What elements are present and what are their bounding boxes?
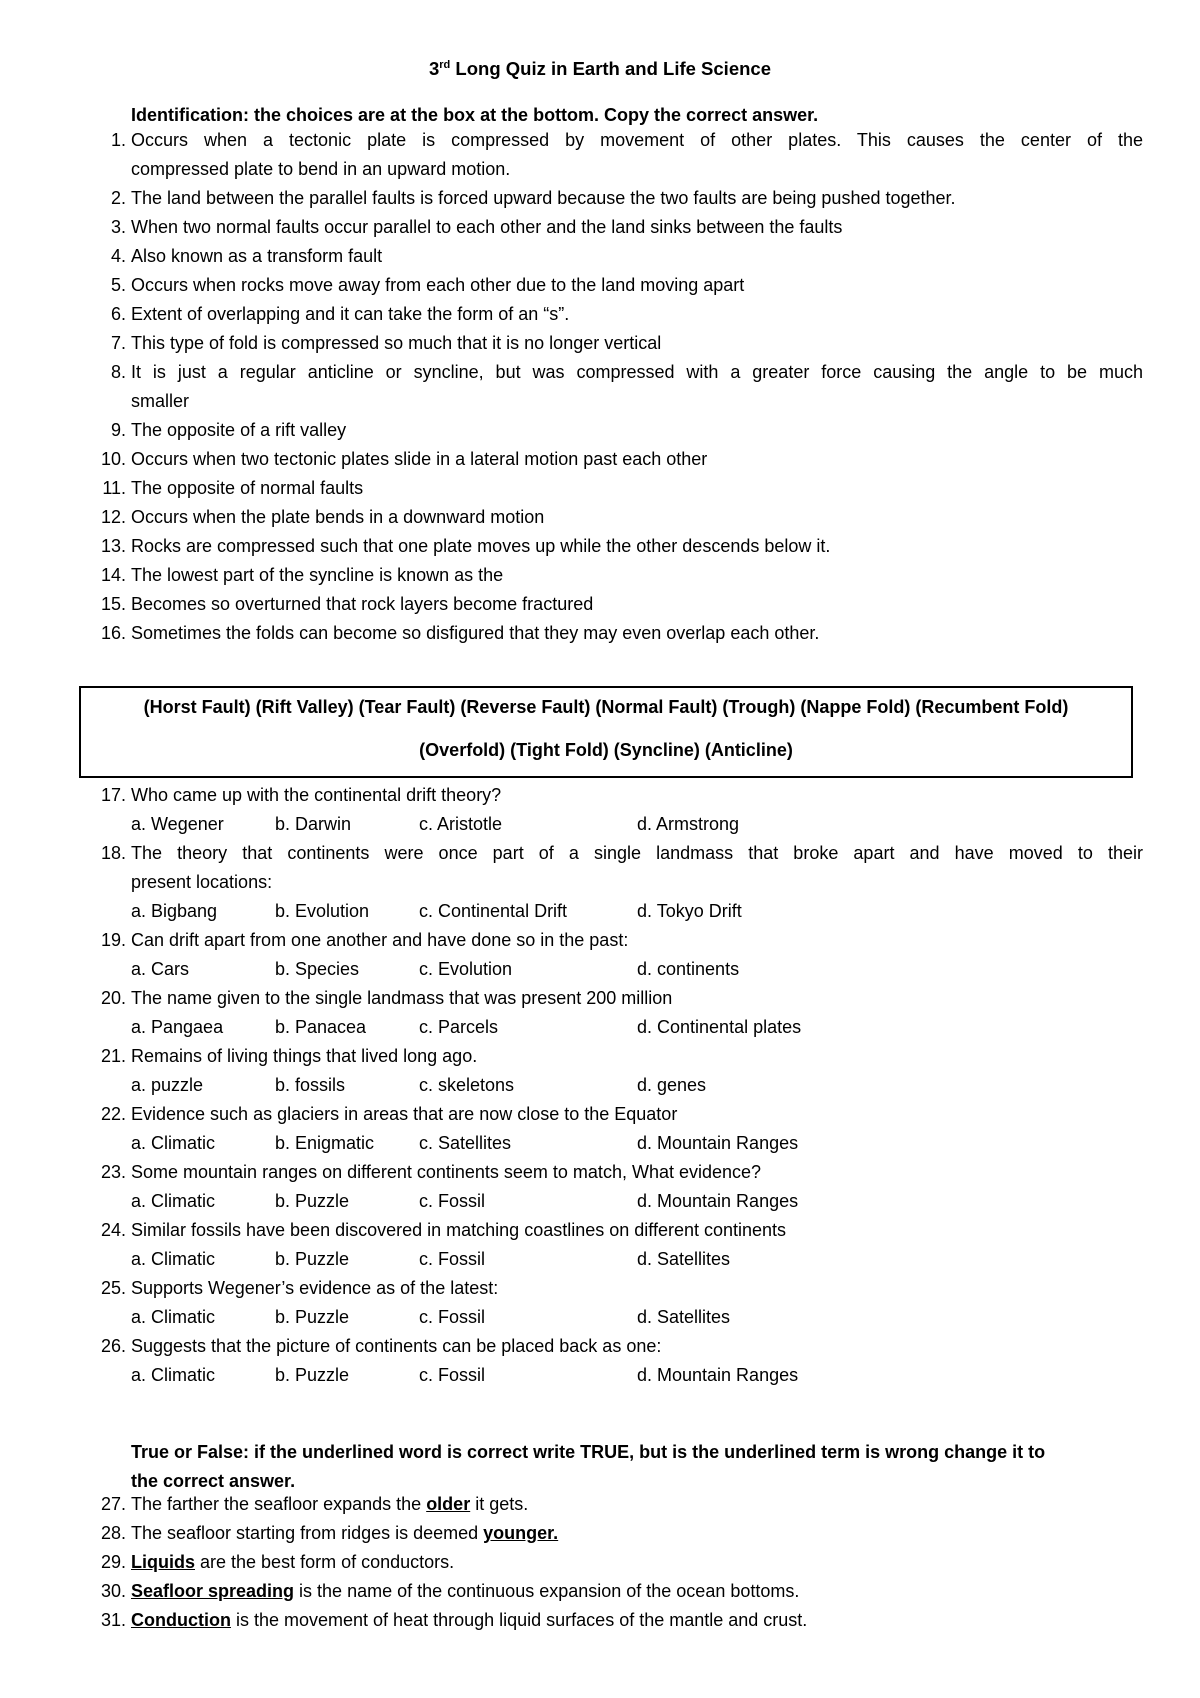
option-c: c. Fossil bbox=[419, 1307, 486, 1327]
item-number: 30. bbox=[100, 1581, 126, 1601]
statement-text-before: The seafloor starting from ridges is deemed bbox=[131, 1523, 484, 1543]
option-d: d. Tokyo Drift bbox=[637, 901, 742, 921]
option-b: b. Panacea bbox=[275, 1017, 367, 1037]
item-text: Remains of living things that lived long ago. bbox=[131, 1046, 478, 1066]
item-text: The opposite of normal faults bbox=[131, 478, 364, 498]
item-number: 5. bbox=[110, 275, 126, 295]
item-number: 28. bbox=[100, 1523, 126, 1543]
option-d: d. Armstrong bbox=[637, 814, 740, 834]
answer-options bbox=[131, 1129, 1143, 1158]
option-a: a. Climatic bbox=[131, 1365, 216, 1385]
option-a: a. Cars bbox=[131, 959, 190, 979]
item-number: 29. bbox=[100, 1552, 126, 1572]
answer-options bbox=[131, 810, 1143, 839]
item-number: 13. bbox=[100, 536, 126, 556]
item-text: When two normal faults occur parallel to each other and the land sinks between the faults bbox=[131, 217, 843, 237]
title-text: Long Quiz in Earth and Life Science bbox=[450, 58, 771, 79]
answer-options bbox=[131, 1361, 1143, 1390]
item-number: 24. bbox=[100, 1220, 126, 1240]
option-b: b. Evolution bbox=[275, 901, 370, 921]
statement-text-before: The farther the seafloor expands the bbox=[131, 1494, 427, 1514]
item-number: 18. bbox=[100, 843, 126, 863]
item-text: The name given to the single landmass that was present 200 million bbox=[131, 988, 673, 1008]
option-c: c. Continental Drift bbox=[419, 901, 568, 921]
option-a: a. Climatic bbox=[131, 1191, 216, 1211]
item-number: 3. bbox=[110, 217, 126, 237]
underlined-term: older bbox=[426, 1494, 471, 1514]
option-a: a. puzzle bbox=[131, 1075, 204, 1095]
item-text: Can drift apart from one another and have done so in the past: bbox=[131, 930, 629, 950]
option-d: d. Mountain Ranges bbox=[637, 1133, 799, 1153]
item-text: The land between the parallel faults is forced upward because the two faults are being pushed together. bbox=[131, 188, 956, 208]
item-number: 15. bbox=[100, 594, 126, 614]
option-c: c. Fossil bbox=[419, 1249, 486, 1269]
option-b: b. Puzzle bbox=[275, 1249, 350, 1269]
option-c: c. Satellites bbox=[419, 1133, 512, 1153]
underlined-term: Liquids bbox=[131, 1552, 195, 1572]
item-text: Extent of overlapping and it can take the form of an “s”. bbox=[131, 304, 570, 324]
option-d: d. Satellites bbox=[637, 1307, 731, 1327]
answer-options bbox=[131, 1245, 1143, 1274]
item-text: Rocks are compressed such that one plate moves up while the other descends below it. bbox=[131, 536, 831, 556]
option-d: d. Satellites bbox=[637, 1249, 731, 1269]
option-d: d. continents bbox=[637, 959, 740, 979]
item-number: 4. bbox=[110, 246, 126, 266]
underlined-term: younger. bbox=[483, 1523, 559, 1543]
item-number: 2. bbox=[110, 188, 126, 208]
title-number: 3 bbox=[428, 58, 440, 79]
item-text: Also known as a transform fault bbox=[131, 246, 383, 266]
item-number: 21. bbox=[100, 1046, 126, 1066]
option-c: c. Fossil bbox=[419, 1191, 486, 1211]
choices-box-line-1: (Horst Fault) (Rift Valley) (Tear Fault) (Reverse Fault) (Normal Fault) (Trough) (Nappe Fold) (Recumbent Fold) bbox=[143, 697, 1069, 717]
item-text bbox=[131, 1606, 1143, 1636]
option-a: a. Bigbang bbox=[131, 901, 218, 921]
item-text bbox=[131, 1490, 1143, 1520]
item-number: 16. bbox=[100, 623, 126, 643]
item-number: 23. bbox=[100, 1162, 126, 1182]
option-b: b. Enigmatic bbox=[275, 1133, 375, 1153]
answer-options bbox=[131, 1013, 1143, 1042]
item-text: The opposite of a rift valley bbox=[131, 420, 347, 440]
underlined-term: Conduction bbox=[131, 1610, 231, 1630]
choices-box-line-2: (Overfold) (Tight Fold) (Syncline) (Anticline) bbox=[419, 740, 793, 760]
answer-choices-box bbox=[79, 686, 1133, 778]
statement-text-after: it gets. bbox=[470, 1494, 529, 1514]
option-d: d. Mountain Ranges bbox=[637, 1365, 799, 1385]
item-number: 19. bbox=[100, 930, 126, 950]
answer-options bbox=[131, 1187, 1143, 1216]
item-text: Suggests that the picture of continents can be placed back as one: bbox=[131, 1336, 662, 1356]
option-b: b. fossils bbox=[275, 1075, 346, 1095]
option-a: a. Climatic bbox=[131, 1133, 216, 1153]
option-c: c. Fossil bbox=[419, 1365, 486, 1385]
option-d: d. genes bbox=[637, 1075, 707, 1095]
underlined-term: Seafloor spreading bbox=[131, 1581, 295, 1601]
item-number: 26. bbox=[100, 1336, 126, 1356]
item-number: 17. bbox=[100, 785, 126, 805]
option-c: c. skeletons bbox=[419, 1075, 515, 1095]
item-number: 6. bbox=[110, 304, 126, 324]
item-text: Sometimes the folds can become so disfigured that they may even overlap each other. bbox=[131, 623, 820, 643]
option-c: c. Parcels bbox=[419, 1017, 499, 1037]
item-text: Similar fossils have been discovered in matching coastlines on different continents bbox=[131, 1220, 787, 1240]
item-number: 22. bbox=[100, 1104, 126, 1124]
item-text: This type of fold is compressed so much that it is no longer vertical bbox=[131, 333, 662, 353]
item-text: Occurs when the plate bends in a downward motion bbox=[131, 507, 545, 527]
option-b: b. Puzzle bbox=[275, 1365, 350, 1385]
item-text: smaller bbox=[131, 391, 190, 411]
item-text: Occurs when rocks move away from each other due to the land moving apart bbox=[131, 275, 745, 295]
item-text: The lowest part of the syncline is known as the bbox=[131, 565, 504, 585]
item-text: Supports Wegener’s evidence as of the latest: bbox=[131, 1278, 499, 1298]
item-text: compressed plate to bend in an upward motion. bbox=[131, 159, 511, 179]
item-number: 14. bbox=[100, 565, 126, 585]
item-text bbox=[131, 1548, 1143, 1578]
item-text: The theory that continents were once part of a single landmass that broke apart and have moved to their bbox=[131, 843, 1143, 863]
item-number: 12. bbox=[100, 507, 126, 527]
answer-options bbox=[131, 897, 1143, 926]
option-a: a. Climatic bbox=[131, 1307, 216, 1327]
item-text bbox=[131, 1519, 1143, 1549]
item-text: Becomes so overturned that rock layers become fractured bbox=[131, 594, 594, 614]
item-number: 31. bbox=[100, 1610, 126, 1630]
option-c: c. Aristotle bbox=[419, 814, 503, 834]
item-number: 7. bbox=[110, 333, 126, 353]
item-text bbox=[131, 1577, 1143, 1607]
option-b: b. Species bbox=[275, 959, 360, 979]
item-text: Who came up with the continental drift theory? bbox=[131, 785, 502, 805]
title-superscript: rd bbox=[439, 58, 451, 71]
answer-options bbox=[131, 955, 1143, 984]
identification-heading: Identification: the choices are at the box at the bottom. Copy the correct answer. bbox=[131, 105, 819, 125]
option-b: b. Darwin bbox=[275, 814, 352, 834]
answer-options bbox=[131, 1071, 1143, 1100]
item-text: Occurs when two tectonic plates slide in a lateral motion past each other bbox=[131, 449, 708, 469]
statement-text-after: is the name of the continuous expansion of the ocean bottoms. bbox=[294, 1581, 800, 1601]
option-d: d. Continental plates bbox=[637, 1017, 802, 1037]
item-text: It is just a regular anticline or syncline, but was compressed with a greater force causing the angle to be much bbox=[131, 362, 1143, 382]
item-text: Occurs when a tectonic plate is compressed by movement of other plates. This causes the center of the bbox=[131, 130, 1143, 150]
item-number: 9. bbox=[110, 420, 126, 440]
option-d: d. Mountain Ranges bbox=[637, 1191, 799, 1211]
option-c: c. Evolution bbox=[419, 959, 513, 979]
true-false-heading-line-2: the correct answer. bbox=[131, 1471, 296, 1491]
item-number: 20. bbox=[100, 988, 126, 1008]
item-text: Evidence such as glaciers in areas that are now close to the Equator bbox=[131, 1104, 678, 1124]
statement-text-after: is the movement of heat through liquid surfaces of the mantle and crust. bbox=[230, 1610, 808, 1630]
item-number: 11. bbox=[102, 478, 126, 498]
page-title bbox=[0, 58, 1200, 80]
item-number: 10. bbox=[100, 449, 126, 469]
true-false-heading-line-1: True or False: if the underlined word is correct write TRUE, but is the underlined term is wrong change it to bbox=[131, 1442, 1046, 1462]
answer-options bbox=[131, 1303, 1143, 1332]
item-number: 1. bbox=[110, 130, 126, 150]
item-text: Some mountain ranges on different continents seem to match, What evidence? bbox=[131, 1162, 762, 1182]
item-number: 25. bbox=[100, 1278, 126, 1298]
option-b: b. Puzzle bbox=[275, 1191, 350, 1211]
item-text: present locations: bbox=[131, 872, 273, 892]
option-a: a. Wegener bbox=[131, 814, 224, 834]
option-a: a. Pangaea bbox=[131, 1017, 224, 1037]
item-number: 27. bbox=[100, 1494, 126, 1514]
option-b: b. Puzzle bbox=[275, 1307, 350, 1327]
option-a: a. Climatic bbox=[131, 1249, 216, 1269]
item-number: 8. bbox=[110, 362, 126, 382]
statement-text-after: are the best form of conductors. bbox=[195, 1552, 455, 1572]
